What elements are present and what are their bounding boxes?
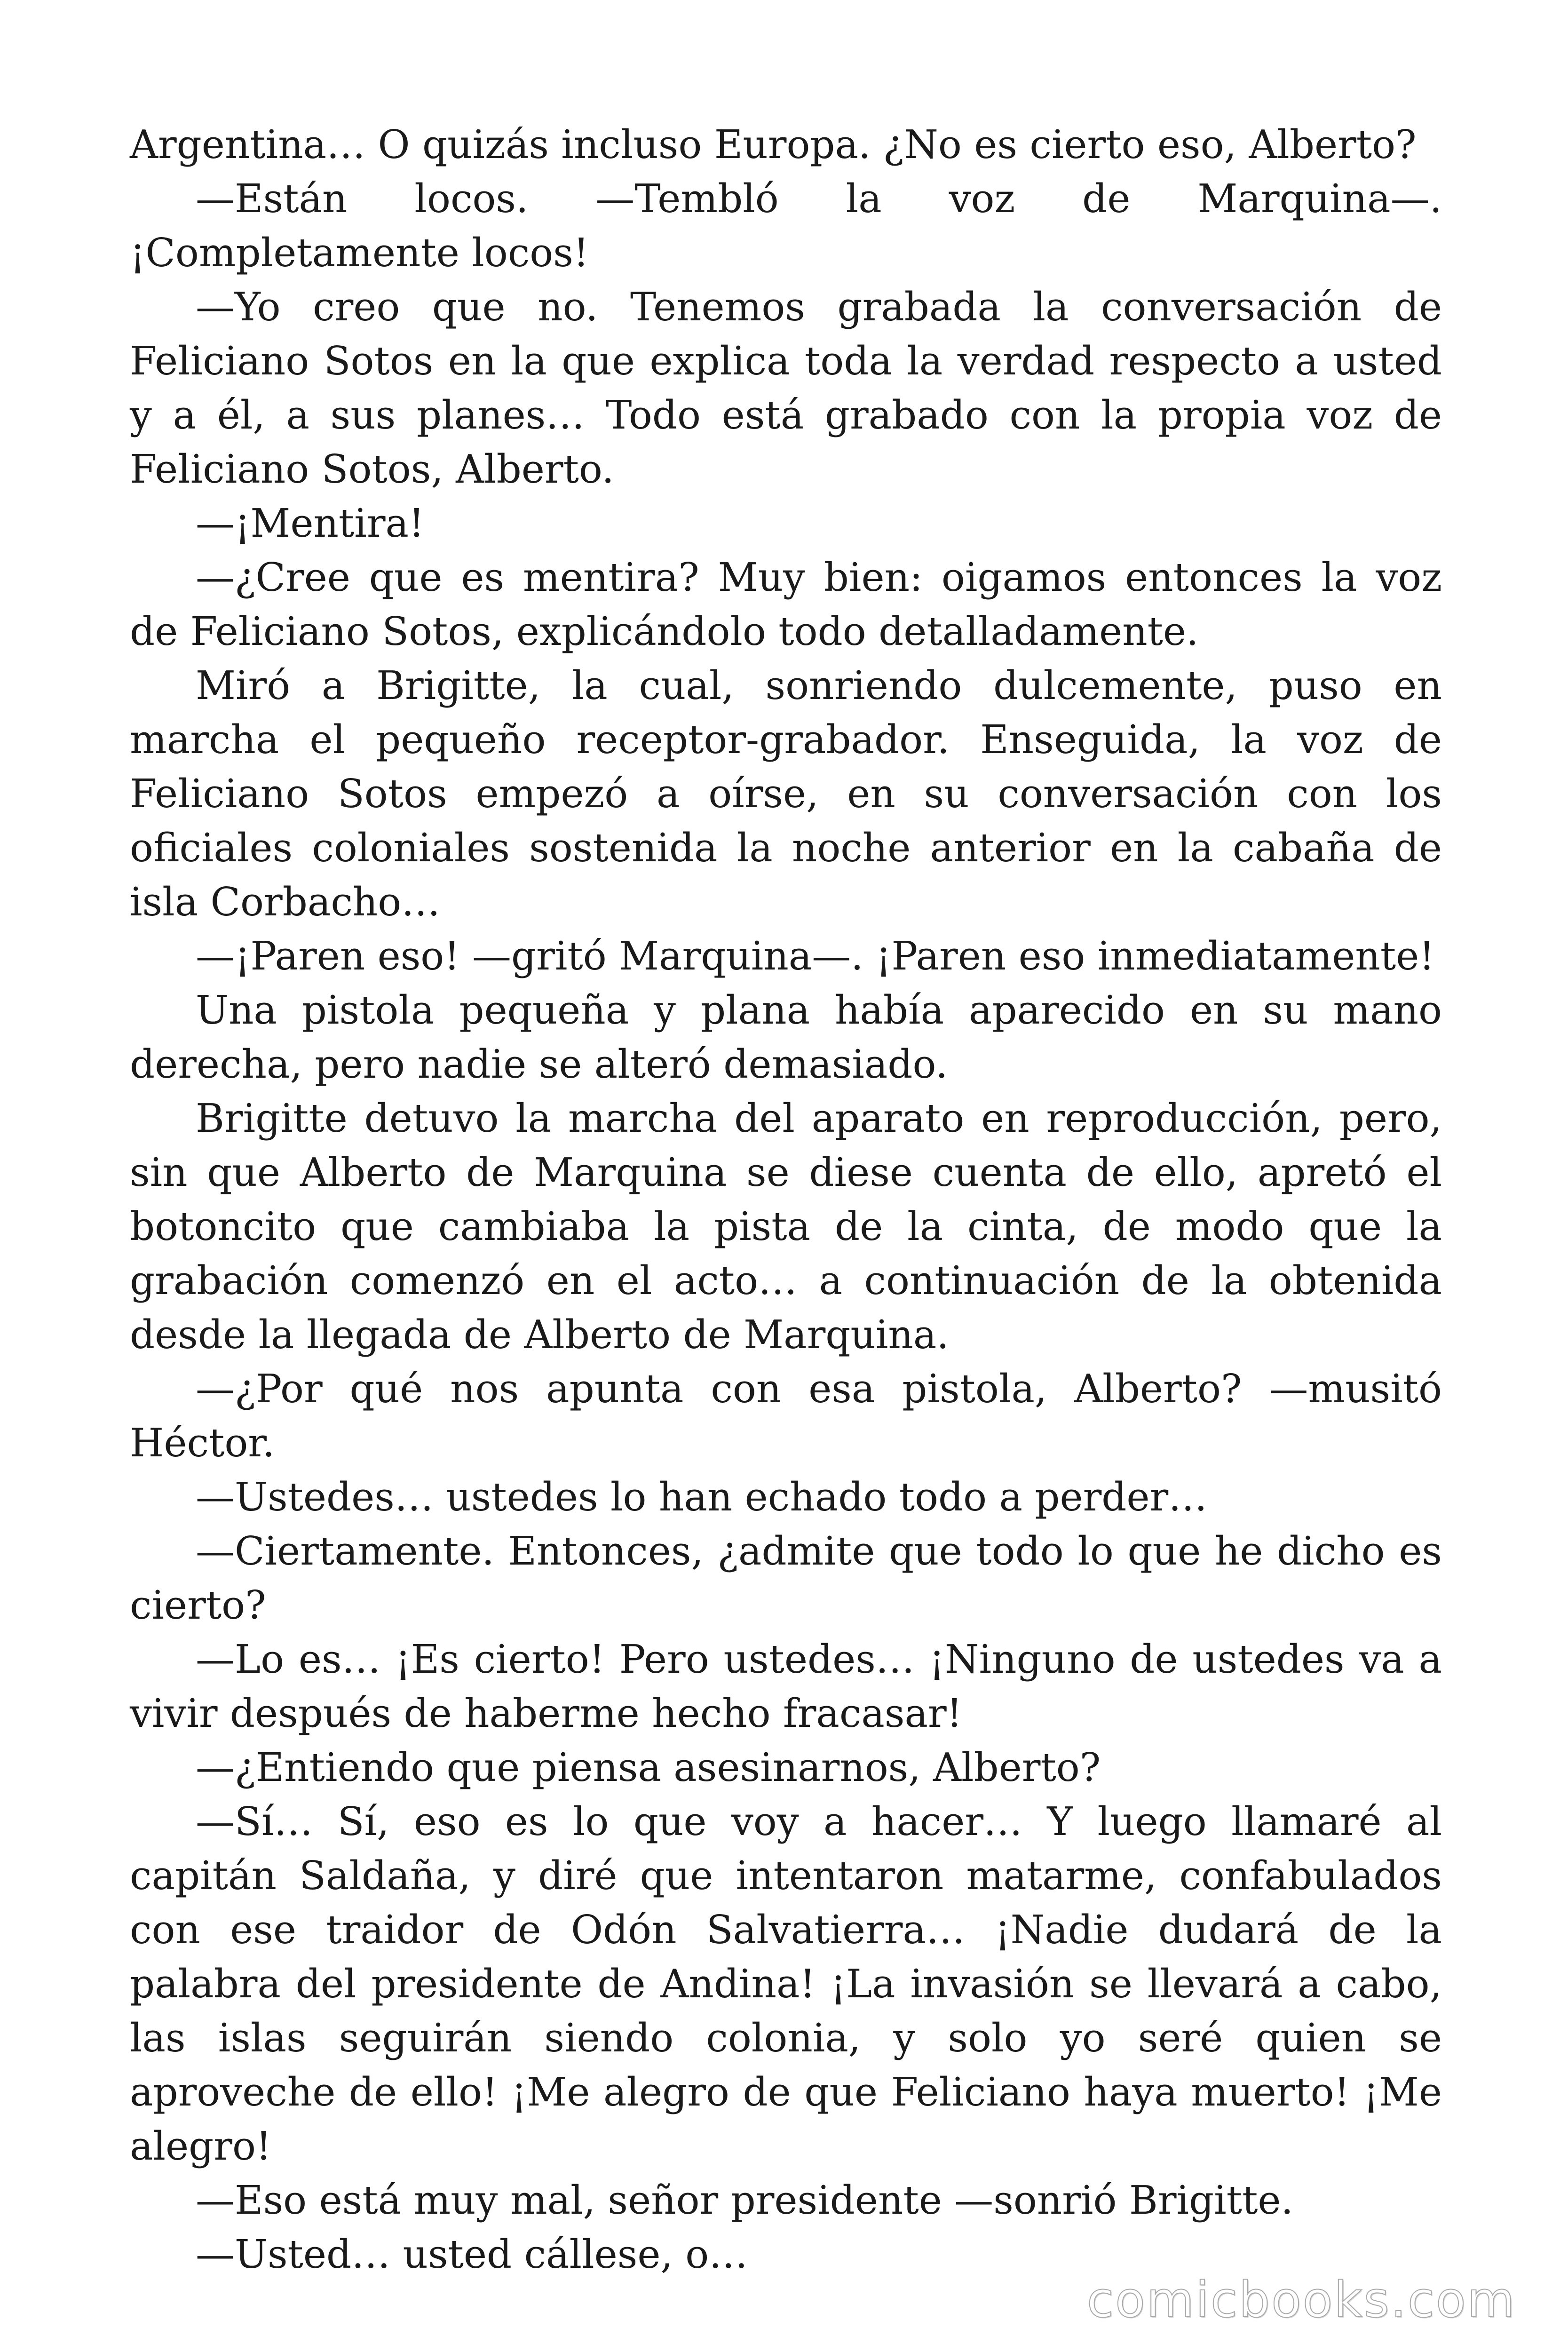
paragraph: —¿Cree que es mentira? Muy bien: oigamos entonces la voz de Feliciano Sotos, explicándolo todo detalladamente. (130, 555, 1442, 654)
paragraph: —Ustedes… ustedes lo han echado todo a perder… (196, 1474, 1208, 1520)
page-text (130, 118, 1442, 2281)
paragraph: —¡Paren eso! —gritó Marquina—. ¡Paren eso inmediatamente! (196, 933, 1435, 979)
paragraph: Brigitte detuvo la marcha del aparato en reproducción, pero, sin que Alberto de Marquina se diese cuenta de ello, apretó el botoncito que cambiaba la pista de la cinta, de modo que la grabación comenzó en el acto… a continuación de la obtenida desde la llegada de Alberto de Marquina. (130, 1096, 1442, 1358)
paragraph: Una pistola pequeña y plana había aparecido en su mano derecha, pero nadie se alteró demasiado. (130, 987, 1442, 1087)
paragraph: —¿Por qué nos apunta con esa pistola, Alberto? —musitó Héctor. (130, 1366, 1442, 1466)
paragraph: —Eso está muy mal, señor presidente —sonrió Brigitte. (196, 2177, 1293, 2223)
paragraph: —Usted… usted cállese, o… (196, 2232, 748, 2277)
paragraph: —Lo es… ¡Es cierto! Pero ustedes… ¡Ninguno de ustedes va a vivir después de haberme hecho fracasar! (130, 1637, 1442, 1736)
paragraph: —Ciertamente. Entonces, ¿admite que todo lo que he dicho es cierto? (130, 1528, 1442, 1628)
paragraph: —Sí… Sí, eso es lo que voy a hacer… Y luego llamaré al capitán Saldaña, y diré que intentaron matarme, confabulados con ese traidor de Odón Salvatierra… ¡Nadie dudará de la palabra del presidente de Andina! ¡La invasión se llevará a cabo, las islas seguirán siendo colonia, y solo yo seré quien se aproveche de ello! ¡Me alegro de que Feliciano haya muerto! ¡Me alegro! (130, 1799, 1442, 2169)
watermark: comicbooks.com (1086, 2271, 1516, 2328)
paragraph: —Están locos. —Tembló la voz de Marquina—. ¡Completamente locos! (130, 176, 1442, 276)
paragraph: —¡Mentira! (196, 501, 425, 546)
paragraph-continuation: Argentina… O quizás incluso Europa. ¿No es cierto eso, Alberto? (130, 122, 1417, 167)
paragraph: —Yo creo que no. Tenemos grabada la conversación de Feliciano Sotos en la que explica toda la verdad respecto a usted y a él, a sus planes… Todo está grabado con la propia voz de Feliciano Sotos, Alberto. (130, 284, 1442, 492)
paragraph: —¿Entiendo que piensa asesinarnos, Alberto? (196, 1745, 1101, 1790)
paragraph: Miró a Brigitte, la cual, sonriendo dulcemente, puso en marcha el pequeño receptor-grabador. Enseguida, la voz de Feliciano Sotos empezó a oírse, en su conversación con los oficiales coloniales sostenida la noche anterior en la cabaña de isla Corbacho… (130, 663, 1442, 925)
